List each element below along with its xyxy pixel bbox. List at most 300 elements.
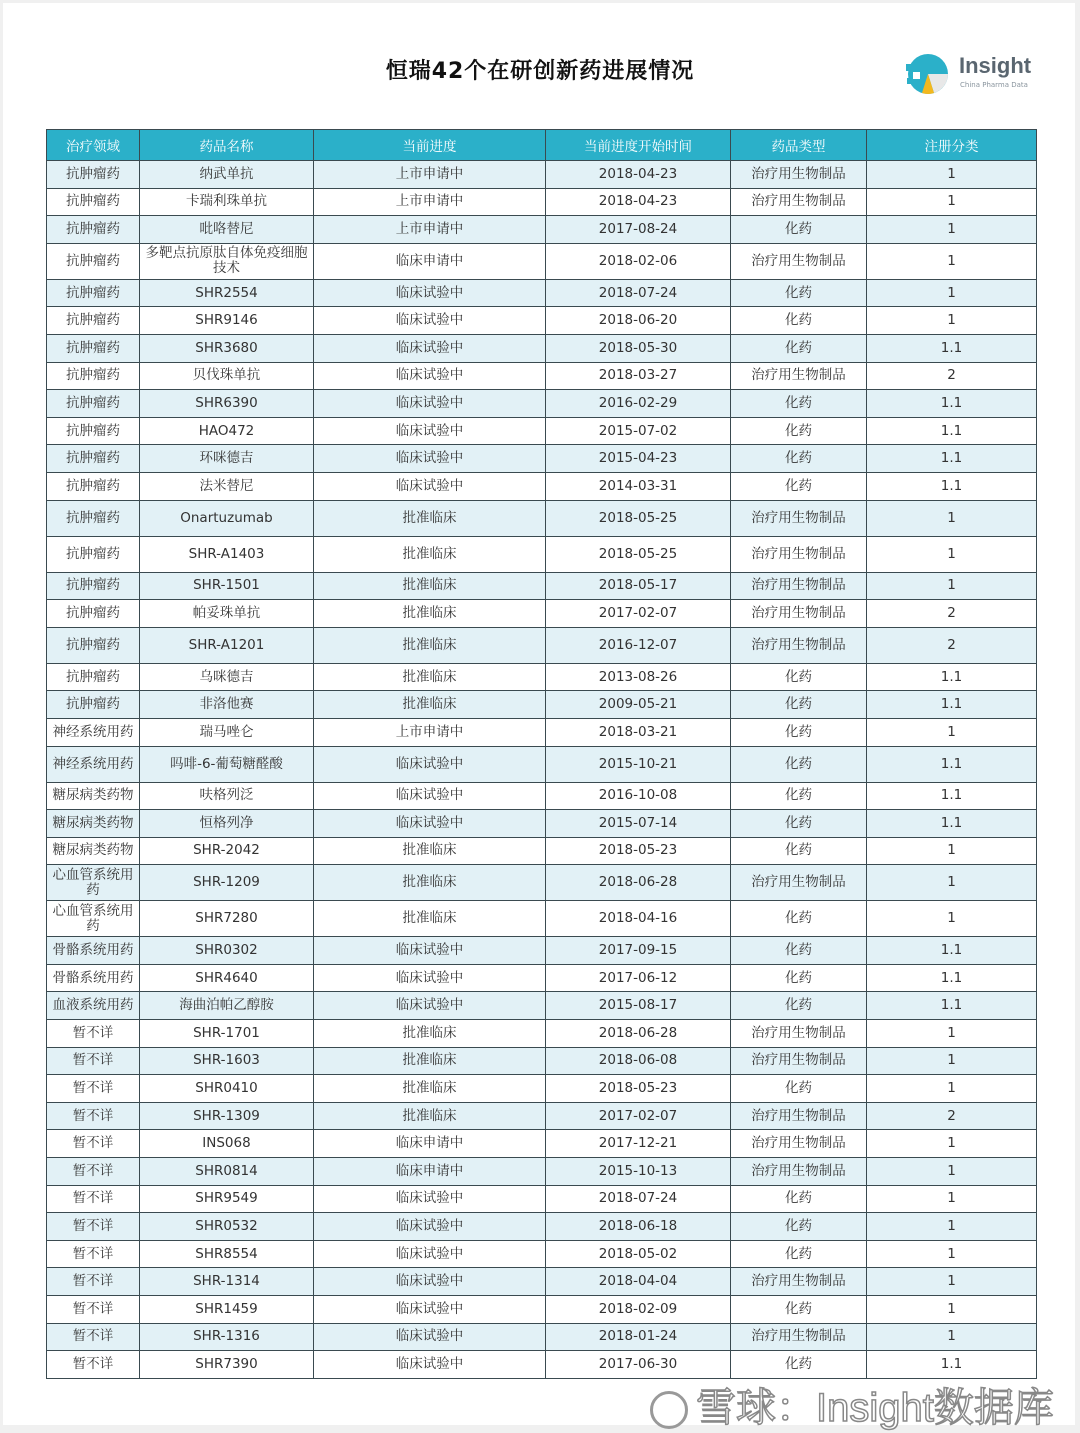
cell-therapeutic-area: 抗肿瘤药 — [47, 161, 140, 189]
cell-drug-name: 贝伐珠单抗 — [140, 362, 314, 390]
cell-registration-class: 1.1 — [867, 992, 1037, 1020]
cell-therapeutic-area: 抗肿瘤药 — [47, 627, 140, 663]
table-row — [47, 472, 1037, 500]
cell-registration-class: 1 — [867, 1185, 1037, 1213]
cell-current-progress: 上市申请中 — [314, 216, 546, 244]
cell-registration-class: 1 — [867, 536, 1037, 572]
cell-progress-start-date: 2018-02-09 — [546, 1296, 731, 1324]
cell-drug-name: SHR3680 — [140, 334, 314, 362]
column-header-registration-class: 注册分类 — [867, 130, 1037, 161]
cell-drug-type: 治疗用生物制品 — [731, 1130, 867, 1158]
table-row — [47, 691, 1037, 719]
cell-registration-class: 1 — [867, 1047, 1037, 1075]
cell-progress-start-date: 2018-05-23 — [546, 1075, 731, 1103]
cell-drug-name: 法米替尼 — [140, 472, 314, 500]
table-row — [47, 243, 1037, 279]
cell-current-progress: 临床试验中 — [314, 279, 546, 307]
table-row — [47, 1213, 1037, 1241]
cell-registration-class: 2 — [867, 627, 1037, 663]
cell-therapeutic-area: 神经系统用药 — [47, 718, 140, 746]
table-row — [47, 837, 1037, 865]
cell-drug-type: 化药 — [731, 417, 867, 445]
table-row — [47, 937, 1037, 965]
cell-registration-class: 2 — [867, 362, 1037, 390]
cell-registration-class: 1 — [867, 1130, 1037, 1158]
column-header-drug-name: 药品名称 — [140, 130, 314, 161]
cell-drug-type: 化药 — [731, 1185, 867, 1213]
table-row — [47, 865, 1037, 901]
cell-drug-type: 化药 — [731, 718, 867, 746]
cell-registration-class: 1 — [867, 837, 1037, 865]
cell-registration-class: 1 — [867, 279, 1037, 307]
cell-progress-start-date: 2015-07-02 — [546, 417, 731, 445]
cell-registration-class: 2 — [867, 600, 1037, 628]
cell-drug-name: SHR-2042 — [140, 837, 314, 865]
cell-therapeutic-area: 暂不详 — [47, 1158, 140, 1186]
cell-drug-name: 瑞马唑仑 — [140, 718, 314, 746]
insight-logo — [904, 52, 1044, 98]
cell-registration-class: 1 — [867, 572, 1037, 600]
cell-drug-type: 化药 — [731, 901, 867, 937]
cell-current-progress: 批准临床 — [314, 1102, 546, 1130]
cell-progress-start-date: 2017-02-07 — [546, 1102, 731, 1130]
cell-drug-name: 卡瑞利珠单抗 — [140, 188, 314, 216]
cell-therapeutic-area: 抗肿瘤药 — [47, 445, 140, 473]
cell-progress-start-date: 2009-05-21 — [546, 691, 731, 719]
cell-registration-class: 1.1 — [867, 417, 1037, 445]
cell-registration-class: 1 — [867, 718, 1037, 746]
cell-progress-start-date: 2018-07-24 — [546, 279, 731, 307]
cell-current-progress: 临床试验中 — [314, 417, 546, 445]
cell-drug-type: 化药 — [731, 937, 867, 965]
cell-current-progress: 临床试验中 — [314, 1240, 546, 1268]
cell-current-progress: 批准临床 — [314, 1047, 546, 1075]
cell-drug-name: INS068 — [140, 1130, 314, 1158]
watermark-text: 雪球：Insight数据库 — [696, 1386, 1054, 1430]
cell-therapeutic-area: 暂不详 — [47, 1020, 140, 1048]
cell-drug-type: 化药 — [731, 837, 867, 865]
cell-drug-type: 治疗用生物制品 — [731, 500, 867, 536]
cell-drug-name: SHR7390 — [140, 1351, 314, 1379]
cell-therapeutic-area: 心血管系统用药 — [47, 901, 140, 937]
cell-therapeutic-area: 抗肿瘤药 — [47, 243, 140, 279]
cell-progress-start-date: 2015-07-14 — [546, 810, 731, 838]
cell-drug-type: 化药 — [731, 390, 867, 418]
table-row — [47, 1047, 1037, 1075]
table-row — [47, 307, 1037, 335]
cell-drug-name: 吡咯替尼 — [140, 216, 314, 244]
table-row — [47, 279, 1037, 307]
cell-progress-start-date: 2013-08-26 — [546, 663, 731, 691]
cell-current-progress: 批准临床 — [314, 536, 546, 572]
cell-drug-name: SHR0302 — [140, 937, 314, 965]
cell-drug-name: 乌咪德吉 — [140, 663, 314, 691]
cell-current-progress: 批准临床 — [314, 600, 546, 628]
cell-drug-type: 化药 — [731, 810, 867, 838]
cell-progress-start-date: 2018-06-08 — [546, 1047, 731, 1075]
cell-current-progress: 临床试验中 — [314, 782, 546, 810]
cell-drug-type: 化药 — [731, 1075, 867, 1103]
cell-progress-start-date: 2018-04-16 — [546, 901, 731, 937]
cell-drug-type: 化药 — [731, 279, 867, 307]
cell-progress-start-date: 2018-05-17 — [546, 572, 731, 600]
cell-drug-type: 化药 — [731, 472, 867, 500]
cell-current-progress: 批准临床 — [314, 1075, 546, 1103]
cell-drug-name: 呋格列泛 — [140, 782, 314, 810]
cell-drug-name: SHR8554 — [140, 1240, 314, 1268]
cell-drug-name: SHR4640 — [140, 964, 314, 992]
table-row — [47, 1323, 1037, 1351]
cell-registration-class: 1 — [867, 1240, 1037, 1268]
cell-drug-type: 化药 — [731, 1351, 867, 1379]
cell-current-progress: 上市申请中 — [314, 188, 546, 216]
cell-drug-type: 治疗用生物制品 — [731, 1158, 867, 1186]
cell-drug-type: 化药 — [731, 691, 867, 719]
cell-drug-type: 治疗用生物制品 — [731, 1020, 867, 1048]
cell-current-progress: 批准临床 — [314, 572, 546, 600]
table-row — [47, 1185, 1037, 1213]
cell-registration-class: 1 — [867, 1213, 1037, 1241]
logo-subtitle: China Pharma Data — [960, 81, 1028, 89]
cell-progress-start-date: 2018-05-30 — [546, 334, 731, 362]
cell-drug-name: HAO472 — [140, 417, 314, 445]
column-header-current-progress: 当前进度 — [314, 130, 546, 161]
cell-drug-type: 治疗用生物制品 — [731, 600, 867, 628]
cell-current-progress: 临床试验中 — [314, 1351, 546, 1379]
cell-drug-name: 恒格列净 — [140, 810, 314, 838]
cell-progress-start-date: 2018-05-25 — [546, 536, 731, 572]
table-row — [47, 572, 1037, 600]
cell-therapeutic-area: 抗肿瘤药 — [47, 600, 140, 628]
cell-current-progress: 批准临床 — [314, 865, 546, 901]
cell-progress-start-date: 2017-09-15 — [546, 937, 731, 965]
cell-therapeutic-area: 抗肿瘤药 — [47, 663, 140, 691]
column-header-progress-start-date: 当前进度开始时间 — [546, 130, 731, 161]
cell-registration-class: 1 — [867, 216, 1037, 244]
cell-progress-start-date: 2018-06-28 — [546, 1020, 731, 1048]
cell-registration-class: 1 — [867, 1296, 1037, 1324]
cell-current-progress: 临床试验中 — [314, 810, 546, 838]
cell-drug-name: SHR9549 — [140, 1185, 314, 1213]
cell-therapeutic-area: 抗肿瘤药 — [47, 279, 140, 307]
cell-therapeutic-area: 糖尿病类药物 — [47, 782, 140, 810]
cell-drug-name: 帕妥珠单抗 — [140, 600, 314, 628]
cell-therapeutic-area: 暂不详 — [47, 1240, 140, 1268]
cell-progress-start-date: 2018-05-25 — [546, 500, 731, 536]
cell-therapeutic-area: 暂不详 — [47, 1075, 140, 1103]
table-row — [47, 901, 1037, 937]
cell-current-progress: 临床试验中 — [314, 746, 546, 782]
table-row — [47, 362, 1037, 390]
table-row — [47, 417, 1037, 445]
table-row — [47, 746, 1037, 782]
cell-registration-class: 1 — [867, 1158, 1037, 1186]
cell-therapeutic-area: 暂不详 — [47, 1268, 140, 1296]
cell-drug-name: 多靶点抗原肽自体免疫细胞技术 — [140, 243, 314, 279]
cell-therapeutic-area: 抗肿瘤药 — [47, 572, 140, 600]
table-row — [47, 500, 1037, 536]
cell-current-progress: 上市申请中 — [314, 161, 546, 189]
cell-therapeutic-area: 暂不详 — [47, 1323, 140, 1351]
column-header-drug-type: 药品类型 — [731, 130, 867, 161]
table-row — [47, 1296, 1037, 1324]
table-row — [47, 1130, 1037, 1158]
cell-drug-type: 化药 — [731, 445, 867, 473]
cell-registration-class: 1.1 — [867, 691, 1037, 719]
cell-current-progress: 临床试验中 — [314, 1213, 546, 1241]
cell-drug-name: SHR6390 — [140, 390, 314, 418]
cell-progress-start-date: 2018-05-23 — [546, 837, 731, 865]
cell-therapeutic-area: 抗肿瘤药 — [47, 334, 140, 362]
cell-drug-type: 治疗用生物制品 — [731, 1047, 867, 1075]
cell-progress-start-date: 2018-04-23 — [546, 161, 731, 189]
cell-progress-start-date: 2018-03-27 — [546, 362, 731, 390]
cell-drug-name: SHR-1209 — [140, 865, 314, 901]
cell-therapeutic-area: 抗肿瘤药 — [47, 536, 140, 572]
cell-progress-start-date: 2015-10-21 — [546, 746, 731, 782]
cell-current-progress: 批准临床 — [314, 901, 546, 937]
table-row — [47, 810, 1037, 838]
cell-registration-class: 1.1 — [867, 334, 1037, 362]
cell-therapeutic-area: 抗肿瘤药 — [47, 500, 140, 536]
cell-therapeutic-area: 骨骼系统用药 — [47, 964, 140, 992]
cell-current-progress: 临床试验中 — [314, 362, 546, 390]
cell-therapeutic-area: 抗肿瘤药 — [47, 691, 140, 719]
cell-therapeutic-area: 暂不详 — [47, 1047, 140, 1075]
cell-progress-start-date: 2016-10-08 — [546, 782, 731, 810]
cell-drug-type: 化药 — [731, 746, 867, 782]
table-row — [47, 216, 1037, 244]
cell-therapeutic-area: 抗肿瘤药 — [47, 417, 140, 445]
table-row — [47, 1351, 1037, 1379]
cell-registration-class: 1.1 — [867, 782, 1037, 810]
cell-drug-type: 化药 — [731, 216, 867, 244]
drug-pipeline-table — [46, 129, 1037, 1379]
cell-current-progress: 批准临床 — [314, 500, 546, 536]
cell-registration-class: 1.1 — [867, 472, 1037, 500]
cell-progress-start-date: 2014-03-31 — [546, 472, 731, 500]
table-row — [47, 390, 1037, 418]
cell-drug-name: SHR-A1201 — [140, 627, 314, 663]
cell-drug-name: 海曲泊帕乙醇胺 — [140, 992, 314, 1020]
cell-drug-type: 化药 — [731, 1213, 867, 1241]
cell-progress-start-date: 2016-02-29 — [546, 390, 731, 418]
cell-progress-start-date: 2018-06-18 — [546, 1213, 731, 1241]
table-row — [47, 1158, 1037, 1186]
cell-therapeutic-area: 暂不详 — [47, 1130, 140, 1158]
cell-drug-name: 吗啡-6-葡萄糖醛酸 — [140, 746, 314, 782]
cell-therapeutic-area: 暂不详 — [47, 1213, 140, 1241]
cell-progress-start-date: 2018-04-23 — [546, 188, 731, 216]
cell-therapeutic-area: 神经系统用药 — [47, 746, 140, 782]
cell-current-progress: 批准临床 — [314, 691, 546, 719]
logo-name: Insight — [959, 53, 1032, 78]
cell-progress-start-date: 2018-06-20 — [546, 307, 731, 335]
cell-therapeutic-area: 抗肿瘤药 — [47, 188, 140, 216]
column-header-therapeutic-area: 治疗领域 — [47, 130, 140, 161]
cell-progress-start-date: 2018-05-02 — [546, 1240, 731, 1268]
cell-progress-start-date: 2018-06-28 — [546, 865, 731, 901]
cell-drug-type: 治疗用生物制品 — [731, 627, 867, 663]
cell-registration-class: 1 — [867, 865, 1037, 901]
cell-drug-type: 治疗用生物制品 — [731, 362, 867, 390]
table-row — [47, 627, 1037, 663]
cell-drug-name: SHR-1701 — [140, 1020, 314, 1048]
table-row — [47, 188, 1037, 216]
cell-current-progress: 批准临床 — [314, 1020, 546, 1048]
table-row — [47, 445, 1037, 473]
cell-progress-start-date: 2015-10-13 — [546, 1158, 731, 1186]
page-title: 恒瑞42个在研创新药进展情况 — [385, 59, 695, 84]
cell-registration-class: 1.1 — [867, 964, 1037, 992]
cell-current-progress: 临床申请中 — [314, 243, 546, 279]
cell-current-progress: 临床试验中 — [314, 1323, 546, 1351]
cell-drug-type: 化药 — [731, 1296, 867, 1324]
table-row — [47, 782, 1037, 810]
cell-drug-name: 环咪德吉 — [140, 445, 314, 473]
cell-drug-type: 治疗用生物制品 — [731, 1323, 867, 1351]
cell-therapeutic-area: 骨骼系统用药 — [47, 937, 140, 965]
cell-current-progress: 临床试验中 — [314, 964, 546, 992]
cell-current-progress: 批准临床 — [314, 627, 546, 663]
cell-current-progress: 临床试验中 — [314, 937, 546, 965]
cell-drug-type: 治疗用生物制品 — [731, 188, 867, 216]
table-row — [47, 1240, 1037, 1268]
cell-progress-start-date: 2018-07-24 — [546, 1185, 731, 1213]
cell-progress-start-date: 2017-06-12 — [546, 964, 731, 992]
cell-registration-class: 1 — [867, 188, 1037, 216]
insight-logo-icon — [904, 52, 948, 96]
cell-registration-class: 1 — [867, 1020, 1037, 1048]
cell-drug-type: 化药 — [731, 307, 867, 335]
cell-drug-type: 治疗用生物制品 — [731, 1268, 867, 1296]
cell-progress-start-date: 2018-03-21 — [546, 718, 731, 746]
table-row — [47, 1268, 1037, 1296]
cell-drug-name: SHR-A1403 — [140, 536, 314, 572]
cell-therapeutic-area: 血液系统用药 — [47, 992, 140, 1020]
cell-drug-type: 治疗用生物制品 — [731, 1102, 867, 1130]
cell-drug-name: SHR7280 — [140, 901, 314, 937]
cell-registration-class: 1.1 — [867, 663, 1037, 691]
table-row — [47, 663, 1037, 691]
cell-current-progress: 临床试验中 — [314, 472, 546, 500]
cell-drug-name: SHR-1316 — [140, 1323, 314, 1351]
table-row — [47, 600, 1037, 628]
cell-registration-class: 1 — [867, 1323, 1037, 1351]
cell-current-progress: 临床试验中 — [314, 1268, 546, 1296]
cell-therapeutic-area: 抗肿瘤药 — [47, 362, 140, 390]
cell-progress-start-date: 2017-02-07 — [546, 600, 731, 628]
cell-therapeutic-area: 暂不详 — [47, 1102, 140, 1130]
cell-registration-class: 1.1 — [867, 445, 1037, 473]
cell-current-progress: 批准临床 — [314, 663, 546, 691]
cell-drug-name: SHR-1314 — [140, 1268, 314, 1296]
cell-registration-class: 1 — [867, 307, 1037, 335]
cell-registration-class: 1 — [867, 901, 1037, 937]
cell-current-progress: 临床试验中 — [314, 1296, 546, 1324]
cell-drug-type: 化药 — [731, 663, 867, 691]
table-row — [47, 1102, 1037, 1130]
table-row — [47, 992, 1037, 1020]
table-row — [47, 334, 1037, 362]
cell-current-progress: 临床申请中 — [314, 1158, 546, 1186]
cell-registration-class: 1.1 — [867, 810, 1037, 838]
cell-registration-class: 1.1 — [867, 1351, 1037, 1379]
cell-drug-type: 治疗用生物制品 — [731, 536, 867, 572]
cell-drug-name: SHR0814 — [140, 1158, 314, 1186]
cell-progress-start-date: 2017-08-24 — [546, 216, 731, 244]
cell-current-progress: 临床试验中 — [314, 992, 546, 1020]
cell-therapeutic-area: 糖尿病类药物 — [47, 810, 140, 838]
cell-therapeutic-area: 抗肿瘤药 — [47, 472, 140, 500]
cell-drug-type: 化药 — [731, 782, 867, 810]
table-row — [47, 718, 1037, 746]
cell-drug-name: SHR-1603 — [140, 1047, 314, 1075]
cell-drug-type: 化药 — [731, 334, 867, 362]
cell-therapeutic-area: 心血管系统用药 — [47, 865, 140, 901]
table-row — [47, 161, 1037, 189]
cell-drug-name: SHR2554 — [140, 279, 314, 307]
cell-registration-class: 1 — [867, 1268, 1037, 1296]
cell-therapeutic-area: 糖尿病类药物 — [47, 837, 140, 865]
cell-registration-class: 1.1 — [867, 937, 1037, 965]
cell-progress-start-date: 2015-08-17 — [546, 992, 731, 1020]
table-row — [47, 536, 1037, 572]
cell-therapeutic-area: 暂不详 — [47, 1296, 140, 1324]
cell-progress-start-date: 2016-12-07 — [546, 627, 731, 663]
cell-current-progress: 临床试验中 — [314, 390, 546, 418]
cell-progress-start-date: 2018-01-24 — [546, 1323, 731, 1351]
cell-drug-name: SHR9146 — [140, 307, 314, 335]
cell-registration-class: 2 — [867, 1102, 1037, 1130]
cell-therapeutic-area: 抗肿瘤药 — [47, 216, 140, 244]
cell-drug-type: 治疗用生物制品 — [731, 865, 867, 901]
cell-therapeutic-area: 抗肿瘤药 — [47, 390, 140, 418]
cell-drug-name: 纳武单抗 — [140, 161, 314, 189]
cell-current-progress: 临床试验中 — [314, 1185, 546, 1213]
cell-drug-name: SHR-1501 — [140, 572, 314, 600]
cell-registration-class: 1.1 — [867, 746, 1037, 782]
cell-drug-name: Onartuzumab — [140, 500, 314, 536]
cell-drug-name: SHR0410 — [140, 1075, 314, 1103]
cell-current-progress: 临床申请中 — [314, 1130, 546, 1158]
cell-drug-type: 治疗用生物制品 — [731, 572, 867, 600]
cell-drug-name: SHR1459 — [140, 1296, 314, 1324]
cell-progress-start-date: 2018-04-04 — [546, 1268, 731, 1296]
cell-registration-class: 1 — [867, 1075, 1037, 1103]
cell-drug-type: 治疗用生物制品 — [731, 243, 867, 279]
watermark — [650, 1376, 1054, 1433]
cell-registration-class: 1 — [867, 161, 1037, 189]
cell-therapeutic-area: 抗肿瘤药 — [47, 307, 140, 335]
cell-current-progress: 临床试验中 — [314, 334, 546, 362]
cell-therapeutic-area: 暂不详 — [47, 1351, 140, 1379]
cell-therapeutic-area: 暂不详 — [47, 1185, 140, 1213]
cell-drug-type: 化药 — [731, 992, 867, 1020]
table-row — [47, 1075, 1037, 1103]
table-header-row — [47, 130, 1037, 161]
cell-progress-start-date: 2015-04-23 — [546, 445, 731, 473]
xueqiu-logo-icon — [650, 1391, 688, 1429]
cell-drug-type: 治疗用生物制品 — [731, 161, 867, 189]
cell-registration-class: 1 — [867, 243, 1037, 279]
cell-registration-class: 1.1 — [867, 390, 1037, 418]
cell-drug-name: SHR0532 — [140, 1213, 314, 1241]
table-row — [47, 1020, 1037, 1048]
cell-drug-type: 化药 — [731, 964, 867, 992]
cell-current-progress: 临床试验中 — [314, 445, 546, 473]
table-row — [47, 964, 1037, 992]
